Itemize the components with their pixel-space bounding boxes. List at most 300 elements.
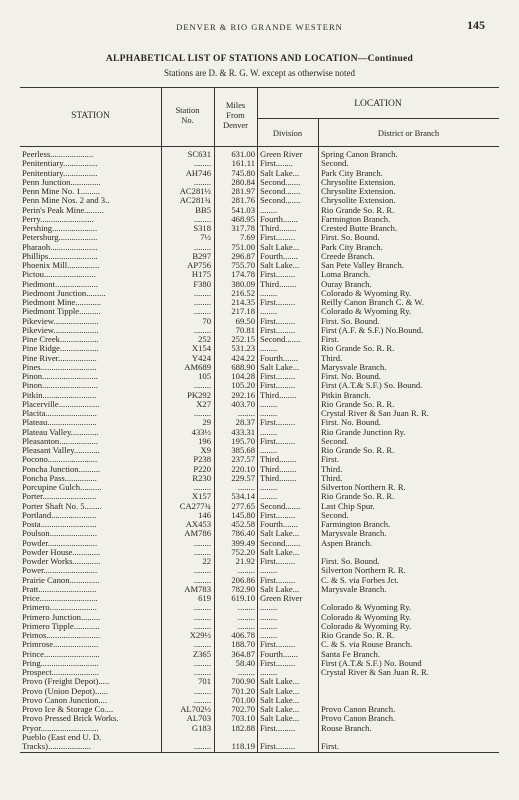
cell-division: First......... <box>260 742 296 751</box>
cell-miles: 752.20 <box>231 547 255 557</box>
table-row <box>20 307 499 316</box>
cell-division: ........ <box>260 409 278 418</box>
table-row <box>20 483 499 492</box>
cell-station-no: AX453 <box>185 520 211 529</box>
cell-station: Plateau Valley............. <box>22 427 99 437</box>
cell-miles: 28.37 <box>235 418 255 428</box>
cell-miles: 277.65 <box>231 501 255 511</box>
cell-branch: First (A.T.& S.F.) So. Bound. <box>321 381 423 391</box>
table-row <box>20 233 499 242</box>
cell-division: Green River <box>260 594 303 603</box>
cell-station: Penitentiary................ <box>22 168 98 178</box>
cell-branch: Santa Fe Branch. <box>321 649 380 659</box>
cell-miles: 786.40 <box>231 529 255 539</box>
cell-division: Third........ <box>260 473 297 483</box>
cell-branch: Rouse Branch. <box>321 723 372 733</box>
cell-station: Poncha Pass............... <box>22 473 97 483</box>
col-header-station-no-2: No. <box>181 115 194 125</box>
cell-station-no: CA277¾ <box>179 501 211 511</box>
table-row <box>20 548 499 557</box>
cell-station-no: ........ <box>193 538 211 548</box>
cell-station-no: ........ <box>193 381 211 391</box>
cell-division: ........ <box>260 612 278 622</box>
col-header-miles-2: From <box>226 110 245 120</box>
cell-division: First......... <box>260 316 296 326</box>
cell-branch: Crested Butte Branch. <box>321 224 398 233</box>
table-row <box>20 437 499 446</box>
cell-division: First......... <box>260 640 296 650</box>
cell-branch: Chrysolite Extension. <box>321 187 396 196</box>
table-row <box>20 742 499 751</box>
cell-division: First......... <box>260 436 296 446</box>
cell-division: Second....... <box>260 538 301 548</box>
cell-branch: Third. <box>321 473 343 483</box>
cell-division: ........ <box>260 446 278 455</box>
cell-station: Pleasanton.................. <box>22 436 98 446</box>
cell-division: Salt Lake... <box>260 362 300 372</box>
cell-division: Salt Lake... <box>260 714 300 724</box>
cell-station: Powder....................... <box>22 538 98 548</box>
cell-station: Primero Tipple............ <box>22 621 100 631</box>
cell-miles: 281.76 <box>231 196 255 206</box>
cell-station-no: AL703 <box>186 714 211 724</box>
cell-station: Posta.......................... <box>22 520 97 529</box>
cell-division: Fourth....... <box>260 649 298 659</box>
cell-station: Provo Pressed Brick Works. <box>22 714 119 724</box>
cell-miles: 188.70 <box>231 640 255 650</box>
cell-station: Penn Mine No. 1......... <box>22 187 101 196</box>
table-row <box>20 502 499 511</box>
cell-division: ........ <box>260 307 278 317</box>
cell-division: Salt Lake... <box>260 242 300 252</box>
cell-station: Prospect...................... <box>22 668 99 677</box>
cell-branch: Colorado & Wyoming Ry. <box>321 603 412 613</box>
cell-station: Pring........................... <box>22 658 99 668</box>
cell-station-no: AL702½ <box>180 705 211 714</box>
table-row <box>20 335 499 344</box>
cell-division: Salt Lake... <box>260 584 300 594</box>
cell-miles: 70.81 <box>235 325 255 335</box>
cell-division: First......... <box>260 723 296 733</box>
cell-station-no: P238 <box>193 455 211 465</box>
cell-branch: Loma Branch. <box>321 270 371 280</box>
col-header-division: Division <box>272 128 303 138</box>
col-header-location: LOCATION <box>354 99 402 109</box>
table-title: ALPHABETICAL LIST OF STATIONS AND LOCATION—Continued <box>105 54 414 64</box>
cell-branch: Colorado & Wyoming Ry. <box>321 288 412 298</box>
table-row <box>20 659 499 668</box>
table-row <box>20 733 499 742</box>
table-row <box>20 613 499 622</box>
cell-branch: Third. <box>321 464 343 474</box>
cell-division: ........ <box>260 205 278 215</box>
cell-miles: 745.80 <box>231 168 255 178</box>
cell-station-no: X29½ <box>189 631 211 640</box>
table-row <box>20 215 499 224</box>
cell-miles: 385.68 <box>231 446 255 455</box>
cell-station-no: AM786 <box>184 529 211 539</box>
cell-station-no: ........ <box>193 177 211 187</box>
cell-miles: 182.88 <box>231 723 255 733</box>
cell-division: Salt Lake... <box>260 547 300 557</box>
cell-station: Porter Shaft No. 5........ <box>22 501 102 511</box>
cell-miles: ........ <box>237 668 255 677</box>
cell-division: Salt Lake... <box>260 705 300 714</box>
cell-station: Prince.......................... <box>22 649 100 659</box>
cell-station: Piedmont Mine............ <box>22 298 102 307</box>
cell-station-no: X154 <box>191 344 211 354</box>
table-row <box>20 594 499 603</box>
cell-branch: Crystal River & San Juan R. R. <box>321 668 429 677</box>
cell-branch: Crystal River & San Juan R. R. <box>321 409 429 418</box>
cell-branch: Aspen Branch. <box>321 538 373 548</box>
cell-station-no: ........ <box>193 242 211 252</box>
cell-miles: 380.09 <box>231 279 255 289</box>
cell-station: Piedmont Junction......... <box>22 288 106 298</box>
cell-branch: C. & S. via Forbes Jct. <box>321 575 399 585</box>
cell-station: Perry......................... <box>22 214 94 224</box>
table-row <box>20 585 499 594</box>
table-row <box>20 400 499 409</box>
cell-branch: Second. <box>321 436 349 446</box>
cell-station: Pikeview..................... <box>22 325 99 335</box>
cell-miles: 701.20 <box>231 686 255 696</box>
table-row <box>20 576 499 585</box>
cell-miles: 631.00 <box>231 150 255 159</box>
cell-station-no: ........ <box>193 298 211 307</box>
cell-division: ........ <box>260 603 278 613</box>
cell-division: ........ <box>260 631 278 640</box>
cell-branch: Reilly Canon Branch C. & W. <box>321 298 424 307</box>
cell-branch: Third. <box>321 353 343 363</box>
cell-division: First......... <box>260 381 296 391</box>
cell-miles: 195.70 <box>231 436 255 446</box>
cell-station-no: ........ <box>193 307 211 317</box>
cell-station-no: AM689 <box>184 362 211 372</box>
cell-station: Powder Works............. <box>22 557 101 566</box>
cell-branch: Marysvale Branch. <box>321 362 387 372</box>
cell-station-no: ........ <box>193 409 211 418</box>
cell-miles: 317.78 <box>231 224 255 233</box>
page-number: 145 <box>467 18 485 32</box>
cell-miles: 403.70 <box>231 399 255 409</box>
cell-branch: First. So. Bound. <box>321 557 380 566</box>
cell-miles: 406.78 <box>231 631 255 640</box>
cell-division: Salt Lake... <box>260 677 300 687</box>
table-row <box>20 224 499 233</box>
cell-miles: 216.52 <box>231 288 255 298</box>
cell-station-no: X9 <box>200 446 211 455</box>
cell-station-no: ........ <box>193 483 211 492</box>
cell-branch: First. <box>321 335 339 344</box>
cell-station: Pitkin......................... <box>22 390 97 400</box>
cell-division: First......... <box>260 372 296 381</box>
cell-station-no: ........ <box>193 547 211 557</box>
cell-station: Power......................... <box>22 566 98 576</box>
cell-miles: 364.87 <box>231 649 255 659</box>
cell-station: Primero...................... <box>22 603 97 613</box>
cell-miles: 118.19 <box>231 742 255 751</box>
table-row <box>20 650 499 659</box>
table-top-rule <box>20 87 499 88</box>
cell-station-no: Y424 <box>191 353 211 363</box>
cell-station: Pictou........................ <box>22 270 96 280</box>
cell-station-no: 7½ <box>200 233 211 243</box>
cell-branch: Chrysolite Extension. <box>321 177 396 187</box>
cell-station-no: S318 <box>193 224 211 233</box>
cell-station-no: 619 <box>198 594 211 603</box>
cell-division: First......... <box>260 418 296 428</box>
cell-division: Green River <box>260 150 303 159</box>
table-row <box>20 724 499 733</box>
cell-branch: Silverton Northern R. R. <box>321 566 406 576</box>
cell-station-no: 196 <box>198 436 211 446</box>
cell-miles: 145.80 <box>231 510 255 520</box>
cell-branch: First. <box>321 742 339 751</box>
table-row <box>20 150 499 159</box>
cell-division: First......... <box>260 270 296 280</box>
cell-station: Piedmont.................... <box>22 279 98 289</box>
cell-station-no: ........ <box>193 325 211 335</box>
cell-division: ........ <box>260 427 278 437</box>
table-row <box>20 178 499 187</box>
table-row <box>20 668 499 677</box>
table-row <box>20 520 499 529</box>
cell-division: Third........ <box>260 224 297 233</box>
cell-station: Pine Creek.................. <box>22 335 99 344</box>
cell-station-no: H175 <box>191 270 211 280</box>
cell-division: First......... <box>260 557 296 566</box>
cell-station: Porter......................... <box>22 492 97 502</box>
cell-station: Peerless.................... <box>22 150 94 159</box>
cell-station-no: 433½ <box>191 427 211 437</box>
cell-division: Salt Lake... <box>260 686 300 696</box>
table-row <box>20 465 499 474</box>
cell-miles: ........ <box>237 566 255 576</box>
cell-branch: First. <box>321 455 339 465</box>
cell-station: Placerville................... <box>22 399 100 409</box>
cell-division: First........ <box>260 159 293 169</box>
cell-station: Pleasant Valley............ <box>22 446 100 455</box>
table-row <box>20 622 499 631</box>
table-row <box>20 196 499 205</box>
cell-division: Third........ <box>260 464 297 474</box>
cell-division: First......... <box>260 658 296 668</box>
cell-miles: ........ <box>237 621 255 631</box>
cell-branch: C. & S. via Rouse Branch. <box>321 640 413 650</box>
table-row <box>20 677 499 686</box>
cell-station-no: ........ <box>193 640 211 650</box>
cell-station-no: AC281¾ <box>179 196 211 206</box>
col-header-miles-1: Miles <box>225 100 246 110</box>
cell-miles: 702.70 <box>231 705 255 714</box>
cell-station: Petersburg.................. <box>22 233 98 243</box>
cell-branch: Rio Grande So. R. R. <box>321 492 395 502</box>
cell-station: Provo Ice & Storage Co.... <box>22 705 114 714</box>
table-row <box>20 289 499 298</box>
cell-station-no: ........ <box>193 288 211 298</box>
cell-station: Portland..................... <box>22 510 97 520</box>
cell-miles: ........ <box>237 483 255 492</box>
cell-station-no: X157 <box>191 492 211 502</box>
cell-station-no: ........ <box>193 612 211 622</box>
cell-division: ........ <box>260 399 278 409</box>
cell-station: Porcupine Gulch.......... <box>22 483 102 492</box>
cell-miles: 217.18 <box>231 307 255 317</box>
cell-station-no: ........ <box>193 566 211 576</box>
cell-division: Third........ <box>260 279 297 289</box>
cell-station: Provo (Union Depot)...... <box>22 686 108 696</box>
cell-miles: 452.58 <box>231 520 255 529</box>
table-row <box>20 381 499 390</box>
cell-miles: ........ <box>237 409 255 418</box>
cell-miles: 229.57 <box>231 473 255 483</box>
cell-branch: Rio Grande So. R. R. <box>321 344 395 354</box>
cell-station: Price........................... <box>22 594 98 603</box>
cell-station: Piedmont Tipple.......... <box>22 307 101 317</box>
table-row <box>20 566 499 575</box>
cell-division: First......... <box>260 575 296 585</box>
table-row <box>20 354 499 363</box>
table-row <box>20 391 499 400</box>
table-row <box>20 206 499 215</box>
cell-station-no: ........ <box>193 668 211 677</box>
cell-station: Provo Canon Junction.... <box>22 695 107 705</box>
cell-station: Pocono....................... <box>22 455 98 465</box>
cell-station: Pinon.......................... <box>22 381 98 391</box>
cell-miles: 433.31 <box>231 427 255 437</box>
cell-division: Fourth....... <box>260 520 298 529</box>
col-header-district: District or Branch <box>377 128 440 138</box>
cell-branch: Rio Grande So. R. R. <box>321 205 395 215</box>
table-row <box>20 372 499 381</box>
table-row <box>20 631 499 640</box>
cell-branch: Rio Grande So. R. R. <box>321 631 395 640</box>
cell-station-no: ........ <box>193 686 211 696</box>
cell-miles: 58.40 <box>235 658 255 668</box>
table-row <box>20 455 499 464</box>
cell-division: ........ <box>260 566 278 576</box>
cell-station: Pikeview..................... <box>22 316 99 326</box>
cell-division: Fourth....... <box>260 353 298 363</box>
table-row <box>20 280 499 289</box>
cell-branch: First (A.F. & S.F.) No.Bound. <box>321 325 424 335</box>
cell-branch: Second. <box>321 159 349 169</box>
cell-station-no: AP756 <box>187 261 211 270</box>
cell-division: Second....... <box>260 196 301 206</box>
cell-division: Salt Lake... <box>260 529 300 539</box>
cell-miles: ........ <box>237 603 255 613</box>
cell-station: Pershing..................... <box>22 224 98 233</box>
cell-miles: 161.11 <box>231 159 255 169</box>
cell-station-no: SC631 <box>187 150 211 159</box>
col-header-miles-3: Denver <box>222 120 248 130</box>
cell-branch: Provo Canon Branch. <box>321 705 396 714</box>
cell-division: ........ <box>260 344 278 354</box>
cell-branch: Pitkin Branch. <box>321 390 371 400</box>
table-subtitle: Stations are D. & R. G. W. except as otherwise noted <box>164 68 355 78</box>
cell-miles: 701.00 <box>231 695 255 705</box>
cell-station: Pine Ridge.................. <box>22 344 99 354</box>
cell-station-no: AH746 <box>185 168 211 178</box>
table-row <box>20 159 499 168</box>
cell-branch: Colorado & Wyoming Ry. <box>321 307 412 317</box>
cell-station: Powder House............. <box>22 547 101 557</box>
cell-station: Perin's Peak Mine......... <box>22 205 104 215</box>
cell-branch: Marysvale Branch. <box>321 584 387 594</box>
cell-division: Salt Lake... <box>260 168 300 178</box>
location-subrule <box>257 118 499 119</box>
cell-division: First......... <box>260 510 296 520</box>
cell-branch: Rio Grande So. R. R. <box>321 399 395 409</box>
cell-station: Penn Mine Nos. 2 and 3.. <box>22 196 110 206</box>
cell-branch: Last Chip Spur. <box>321 501 375 511</box>
cell-division: Salt Lake... <box>260 261 300 270</box>
table-row <box>20 243 499 252</box>
cell-station: Placita........................ <box>22 409 97 418</box>
running-title: DENVER & RIO GRANDE WESTERN <box>176 22 343 32</box>
cell-miles: 534.14 <box>231 492 255 502</box>
cell-branch: Rio Grande So. R. R. <box>321 446 395 455</box>
cell-station: Provo (Freight Depot)..... <box>22 677 110 687</box>
table-row <box>20 557 499 566</box>
cell-miles: 541.03 <box>231 205 255 215</box>
cell-miles: 105.20 <box>231 381 255 391</box>
cell-miles: 468.95 <box>231 214 255 224</box>
table-row <box>20 603 499 612</box>
cell-miles: 703.10 <box>231 714 255 724</box>
table-row <box>20 446 499 455</box>
cell-station-no: AC281½ <box>179 187 211 196</box>
cell-branch: First (A.T.& S.F.) No. Bound <box>321 658 422 668</box>
cell-miles: ........ <box>237 612 255 622</box>
cell-miles: 292.16 <box>231 390 255 400</box>
table-row <box>20 317 499 326</box>
cell-station-no: 252 <box>198 335 211 344</box>
cell-station-no: PK292 <box>187 390 211 400</box>
cell-station: Plateau....................... <box>22 418 97 428</box>
cell-miles: 220.10 <box>231 464 255 474</box>
cell-miles: 206.86 <box>231 575 255 585</box>
stations-table <box>20 87 499 752</box>
cell-station-no: ........ <box>193 742 211 751</box>
cell-station-no: B297 <box>192 251 211 261</box>
table-row <box>20 252 499 261</box>
cell-division: Second....... <box>260 501 301 511</box>
cell-station-no: F380 <box>193 279 211 289</box>
table-row <box>20 687 499 696</box>
cell-branch: Colorado & Wyoming Ry. <box>321 612 412 622</box>
cell-station-no: ........ <box>193 658 211 668</box>
cell-station-no: 70 <box>202 316 211 326</box>
table-row <box>20 428 499 437</box>
col-header-station: STATION <box>71 111 110 121</box>
cell-station: Penitentiary................ <box>22 159 98 169</box>
table-row <box>20 270 499 279</box>
table-row <box>20 714 499 723</box>
table-row <box>20 409 499 418</box>
cell-miles: 214.35 <box>231 298 255 307</box>
cell-division: ........ <box>260 621 278 631</box>
cell-division: ........ <box>260 483 278 492</box>
cell-branch: Silverton Northern R. R. <box>321 483 406 492</box>
cell-branch: Provo Canon Branch. <box>321 714 396 724</box>
cell-miles: 531.23 <box>231 344 255 354</box>
table-row <box>20 344 499 353</box>
cell-miles: 399.49 <box>231 538 255 548</box>
cell-station: Poulson...................... <box>22 529 97 539</box>
cell-station-no: 146 <box>198 510 211 520</box>
